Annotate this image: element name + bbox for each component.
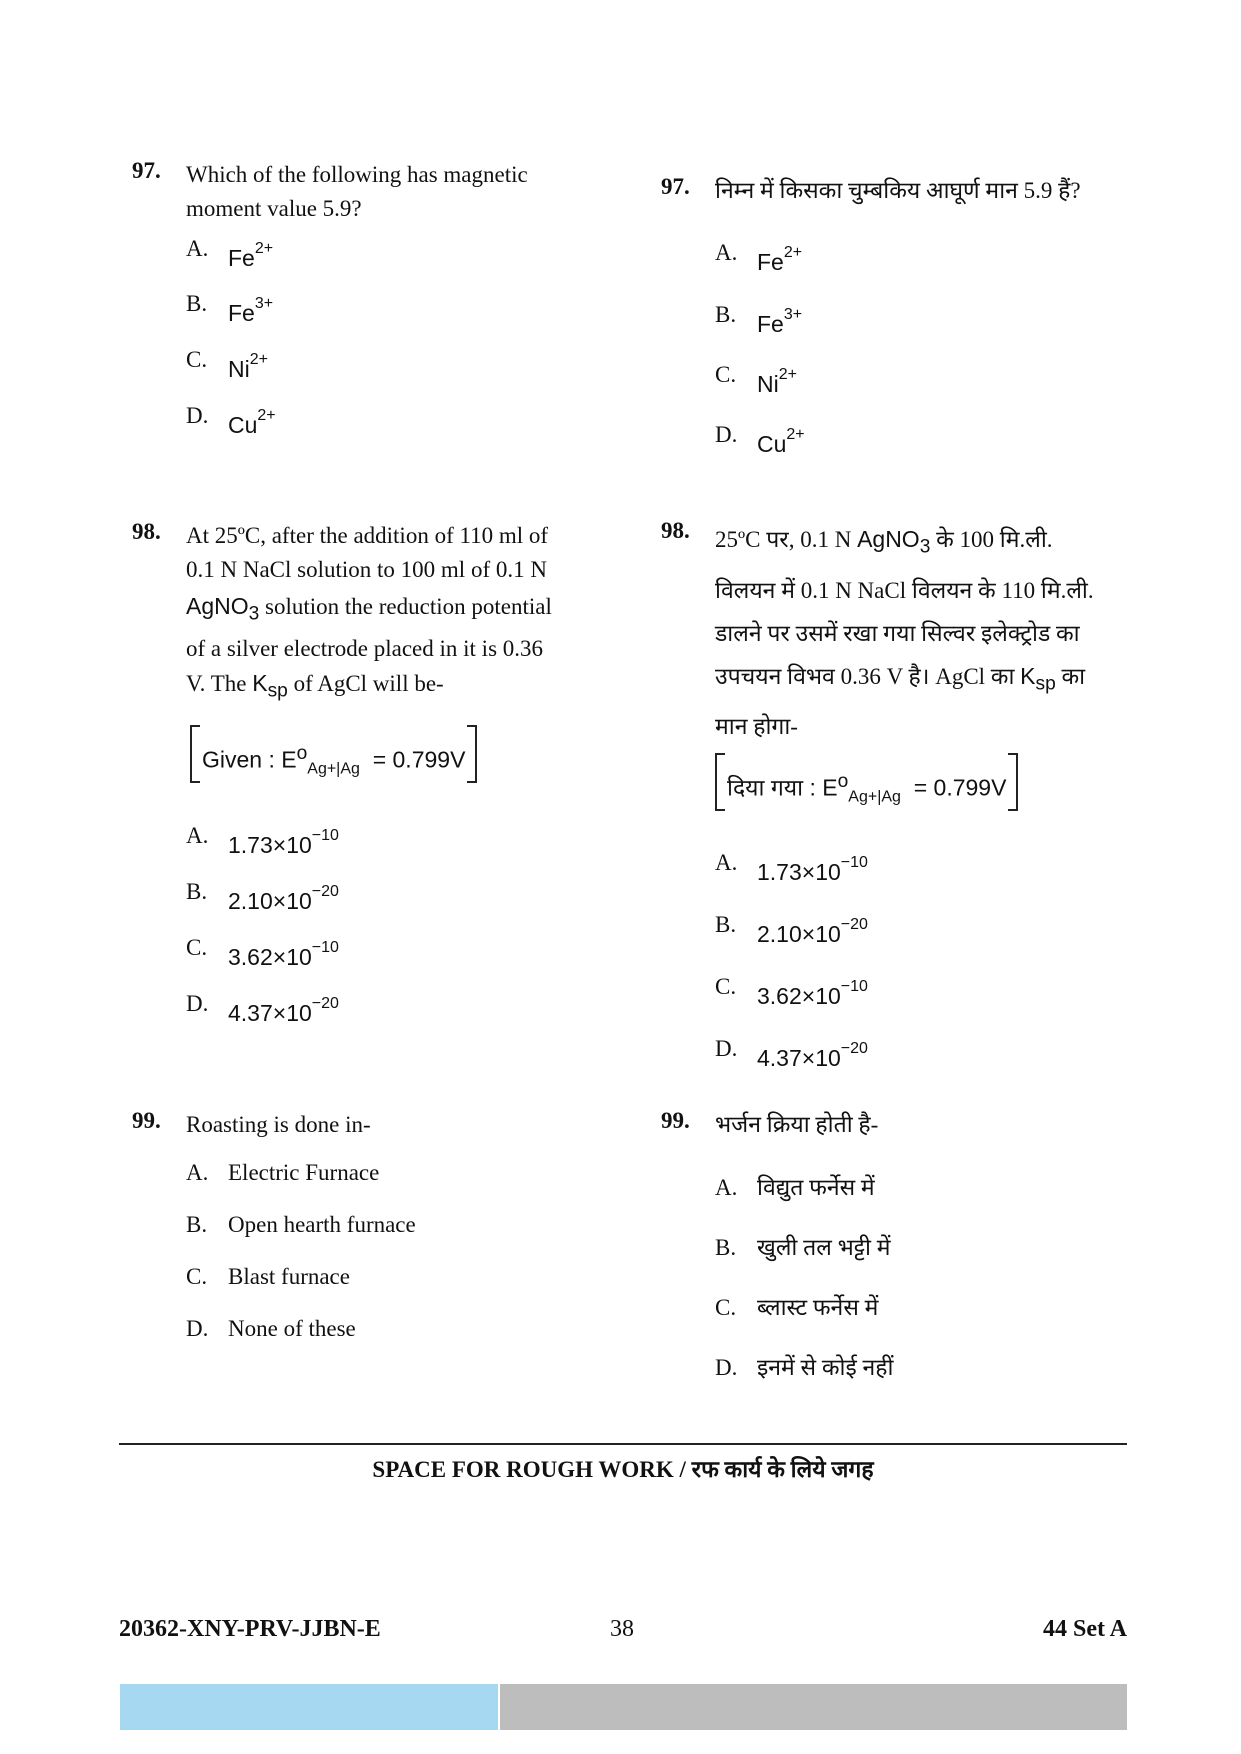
question-number: 98. xyxy=(661,518,690,543)
option-c: C. $Ni^{2+}$ xyxy=(186,346,268,382)
question-number: 99. xyxy=(132,1108,161,1133)
option-a: A. Electric Furnace xyxy=(186,1160,380,1185)
option-b: B. खुली तल भट्टी में xyxy=(715,1235,891,1260)
option-c: C. $3.62\times 10^{-10}$ xyxy=(186,934,339,970)
option-d: D. $4.37\times 10^{-20}$ xyxy=(186,990,339,1026)
question-number: 97. xyxy=(661,174,690,199)
page-number: 38 xyxy=(610,1616,634,1642)
option-c: C. $3.62\times 10^{-10}$ xyxy=(715,973,868,1009)
given-expression: दिया गया : $E^o_{Ag+|Ag} = 0.799V$ xyxy=(715,753,1018,811)
option-c: C. $Ni^{2+}$ xyxy=(715,361,797,397)
option-d: D. None of these xyxy=(186,1316,356,1341)
question-number: 98. xyxy=(132,519,161,544)
rough-work-heading: SPACE FOR ROUGH WORK / रफ कार्य के लिये जगह xyxy=(372,1457,874,1482)
option-b: B. Open hearth furnace xyxy=(186,1212,416,1237)
option-d: D. $4.37\times 10^{-20}$ xyxy=(715,1035,868,1071)
option-d: D. $Cu^{2+}$ xyxy=(186,402,276,438)
question-text: 25ºC पर, 0.1 N AgNO$_3$ के 100 मि.ली. विलयन में 0.1 N NaCl विलयन के 110 मि.ली. डालने पर उसमें रखा गया सिल्वर इलेक्ट्रोड का उपचयन विभव 0.36 V है। AgCl का $K_{sp}$ का मान होगा- xyxy=(715,526,1094,740)
set-label: 44 Set A xyxy=(1043,1616,1127,1642)
option-a: A. विद्युत फर्नेस में xyxy=(715,1175,875,1200)
option-d: D. इनमें से कोई नहीं xyxy=(715,1355,894,1380)
paper-code: 20362-XNY-PRV-JJBN-E xyxy=(119,1616,381,1642)
option-b: B. $2.10\times 10^{-20}$ xyxy=(715,911,868,947)
option-a: A. $Fe^{2+}$ xyxy=(186,235,274,271)
divider-line xyxy=(119,1443,1127,1445)
option-c: C. ब्लास्ट फर्नेस में xyxy=(715,1295,879,1320)
option-b: B. $2.10\times 10^{-20}$ xyxy=(186,878,339,914)
option-c: C. Blast furnace xyxy=(186,1264,350,1289)
question-text: Roasting is done in- xyxy=(186,1112,371,1137)
question-text: Which of the following has magnetic moment value 5.9? xyxy=(186,162,528,221)
option-a: A. $Fe^{2+}$ xyxy=(715,239,803,275)
option-a: A. $1.73\times 10^{-10}$ xyxy=(186,822,339,858)
question-text: निम्न में किसका चुम्बकिय आघूर्ण मान 5.9 हैं? xyxy=(715,178,1081,203)
footer-bar-blue xyxy=(120,1684,498,1730)
option-b: B. $Fe^{3+}$ xyxy=(715,301,803,337)
question-number: 97. xyxy=(132,158,161,183)
given-expression: Given : $E^o_{Ag+|Ag} = 0.799V$ xyxy=(190,725,477,783)
option-d: D. $Cu^{2+}$ xyxy=(715,421,805,457)
question-text: भर्जन क्रिया होती है- xyxy=(715,1112,879,1137)
footer-bar-gray xyxy=(500,1684,1127,1730)
option-a: A. $1.73\times 10^{-10}$ xyxy=(715,849,868,885)
question-number: 99. xyxy=(661,1108,690,1133)
question-text: At 25ºC, after the addition of 110 ml of 0.1 N NaCl solution to 100 ml of 0.1 N AgNO$_3$ solution the reduction potential of a silver electrode placed in it is 0.36 V. The $K_{sp}$ of AgCl will be- xyxy=(186,523,552,702)
option-b: B. $Fe^{3+}$ xyxy=(186,290,274,326)
